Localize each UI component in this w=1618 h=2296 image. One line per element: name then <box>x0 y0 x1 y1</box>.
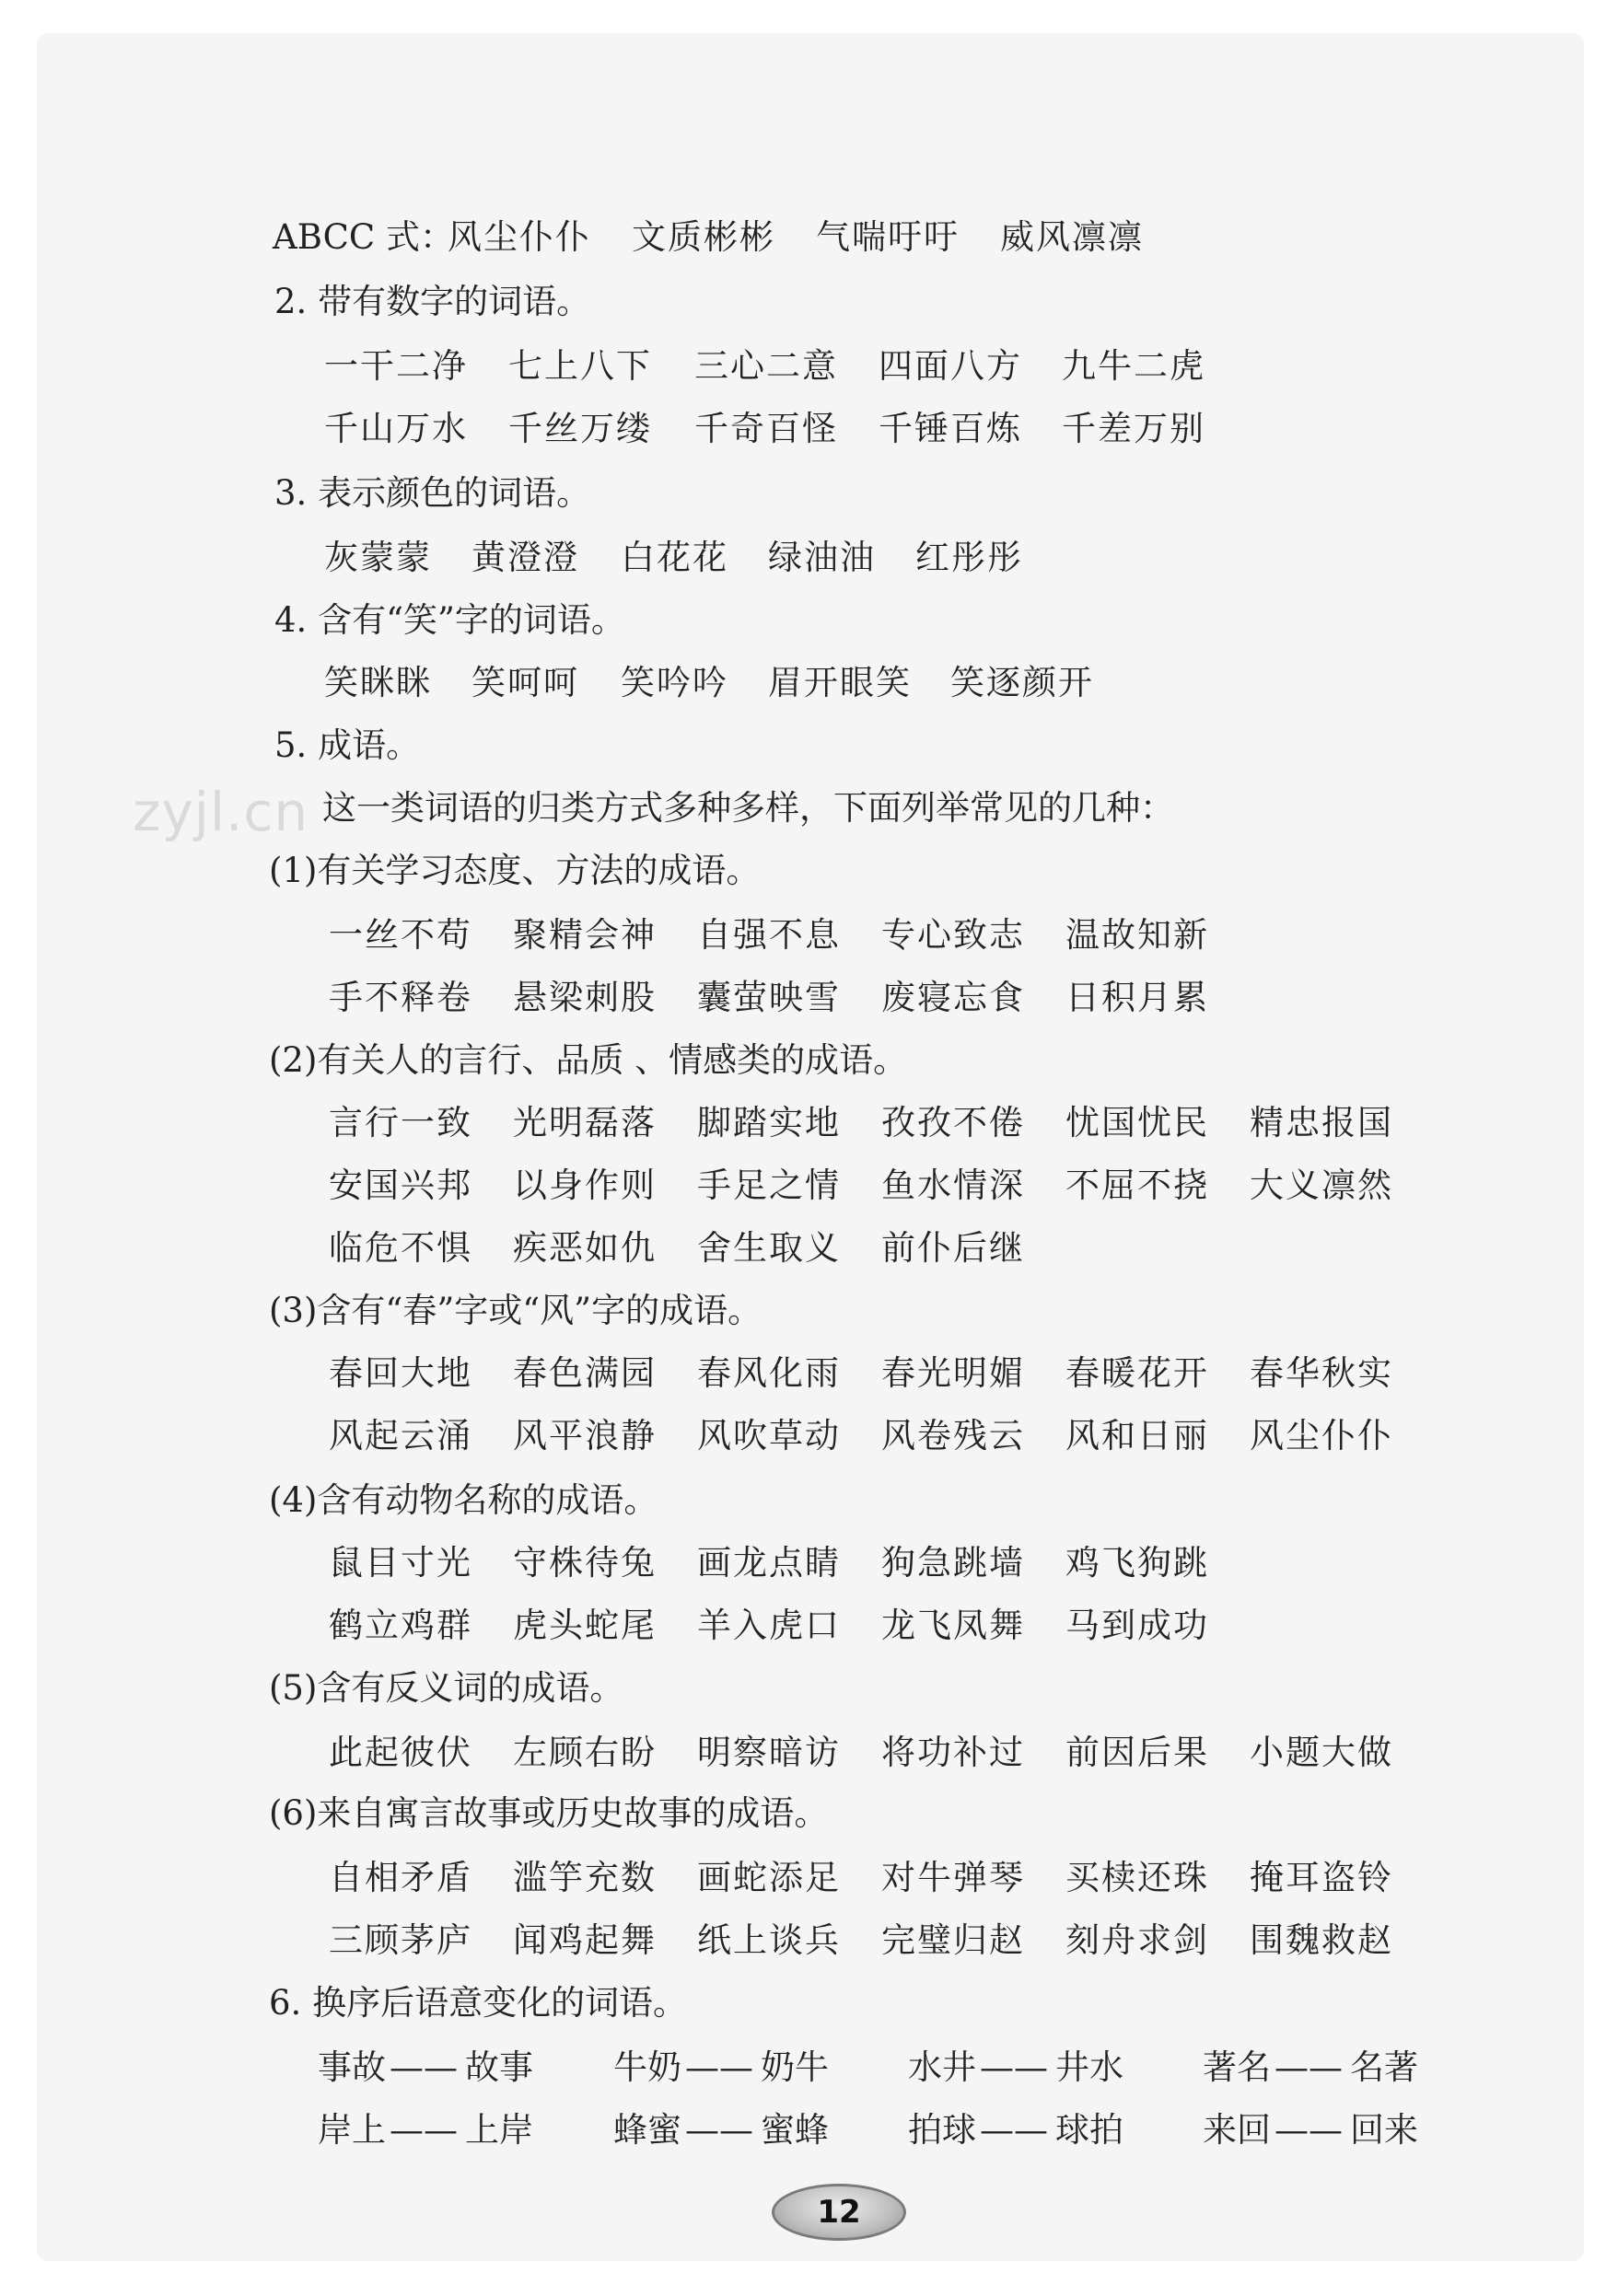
pair-second: 球拍 <box>1055 2110 1123 2150</box>
word: 笑逐颜开 <box>950 663 1094 702</box>
word: 以身作则 <box>513 1165 657 1205</box>
word: 买椟还珠 <box>1065 1858 1209 1897</box>
pair-first: 水井 <box>908 2047 976 2087</box>
word: 红彤彤 <box>915 538 1023 577</box>
pair-second: 回来 <box>1350 2110 1418 2150</box>
watermark: zyjl.cn <box>133 781 309 843</box>
word: 不屈不挠 <box>1065 1165 1209 1205</box>
word: 笑呵呵 <box>471 663 579 702</box>
pair-first: 岸上 <box>318 2110 386 2150</box>
word: 风起云涌 <box>329 1416 472 1455</box>
word: 春风化雨 <box>697 1353 841 1393</box>
word: 白花花 <box>621 538 728 577</box>
pair-dash: —— <box>1275 2047 1343 2087</box>
subsection-heading: (4)含有动物名称的成语。 <box>269 1480 658 1520</box>
word: 眉开眼笑 <box>768 663 912 702</box>
word: 自相矛盾 <box>329 1858 472 1897</box>
word: 画龙点睛 <box>697 1543 841 1583</box>
word: 明察暗访 <box>697 1733 841 1772</box>
word: 一丝不苟 <box>329 915 472 955</box>
pair-first: 著名 <box>1203 2047 1271 2087</box>
word: 威风凛凛 <box>1000 217 1144 257</box>
word: 千锤百炼 <box>879 409 1022 448</box>
word: 囊萤映雪 <box>697 978 841 1017</box>
pair-dash: —— <box>685 2047 753 2087</box>
word: 言行一致 <box>329 1103 472 1142</box>
word: 风和日丽 <box>1065 1416 1209 1455</box>
word: 悬梁刺股 <box>513 978 657 1017</box>
word: 春暖花开 <box>1065 1353 1209 1393</box>
subsection-heading: (5)含有反义词的成语。 <box>269 1668 624 1708</box>
word: 春光明媚 <box>881 1353 1025 1393</box>
word: 精忠报国 <box>1250 1103 1393 1142</box>
word: 刻舟求剑 <box>1065 1920 1209 1960</box>
pair-first: 来回 <box>1203 2110 1271 2150</box>
word: 画蛇添足 <box>697 1858 841 1897</box>
word: 黄澄澄 <box>471 538 579 577</box>
subsection-heading: (1)有关学习态度、方法的成语。 <box>269 851 761 890</box>
subsection-heading: (2)有关人的言行、品质 、情感类的成语。 <box>269 1040 908 1080</box>
word: 千奇百怪 <box>694 409 838 448</box>
word: 气喘吁吁 <box>816 217 960 257</box>
word: 羊入虎口 <box>697 1606 841 1645</box>
word: 前仆后继 <box>881 1228 1025 1268</box>
pair-dash: —— <box>390 2047 458 2087</box>
word: 安国兴邦 <box>329 1165 472 1205</box>
section-4-heading: 4. 含有“笑”字的词语。 <box>274 600 625 640</box>
word: 龙飞凤舞 <box>881 1606 1025 1645</box>
pair-dash: —— <box>1275 2110 1343 2150</box>
pair-dash: —— <box>980 2047 1048 2087</box>
pair-second: 名著 <box>1350 2047 1418 2087</box>
word: 春回大地 <box>329 1353 472 1393</box>
pair-first: 拍球 <box>908 2110 976 2150</box>
word: 围魏救赵 <box>1250 1920 1393 1960</box>
word: 聚精会神 <box>513 915 657 955</box>
page-number-badge <box>772 2184 906 2241</box>
word: 鸡飞狗跳 <box>1065 1543 1209 1583</box>
word: 风尘仆仆 <box>1250 1416 1393 1455</box>
word: 千丝万缕 <box>508 409 652 448</box>
word: 将功补过 <box>881 1733 1025 1772</box>
pair-second: 蜜蜂 <box>761 2110 829 2150</box>
page-number: 12 <box>817 2194 861 2231</box>
word: 前因后果 <box>1065 1733 1209 1772</box>
section-3-heading: 3. 表示颜色的词语。 <box>274 473 591 513</box>
word: 三心二意 <box>694 346 838 386</box>
pair-second: 奶牛 <box>761 2047 829 2087</box>
word: 完璧归赵 <box>881 1920 1025 1960</box>
word: 笑眯眯 <box>324 663 432 702</box>
word: 此起彼伏 <box>329 1733 472 1772</box>
abcc-label: ABCC 式： <box>273 217 454 257</box>
word: 春色满园 <box>513 1353 657 1393</box>
word: 脚踏实地 <box>697 1103 841 1142</box>
word: 废寝忘食 <box>881 978 1025 1017</box>
section-6-heading: 6. 换序后语意变化的词语。 <box>269 1983 688 2023</box>
word: 对牛弹琴 <box>881 1858 1025 1897</box>
word: 专心致志 <box>881 915 1025 955</box>
word: 滥竽充数 <box>513 1858 657 1897</box>
word: 风尘仆仆 <box>448 217 591 257</box>
pair-second: 故事 <box>465 2047 533 2087</box>
pair-dash: —— <box>685 2110 753 2150</box>
pair-second: 井水 <box>1055 2047 1123 2087</box>
word: 舍生取义 <box>697 1228 841 1268</box>
word: 温故知新 <box>1065 915 1209 955</box>
word: 春华秋实 <box>1250 1353 1393 1393</box>
word: 小题大做 <box>1250 1733 1393 1772</box>
word: 千差万别 <box>1062 409 1205 448</box>
word: 守株待兔 <box>513 1543 657 1583</box>
word: 鱼水情深 <box>881 1165 1025 1205</box>
word: 光明磊落 <box>513 1103 657 1142</box>
word: 马到成功 <box>1065 1606 1209 1645</box>
word: 三顾茅庐 <box>329 1920 472 1960</box>
word: 七上八下 <box>508 346 652 386</box>
word: 自强不息 <box>697 915 841 955</box>
subsection-heading: (6)来自寓言故事或历史故事的成语。 <box>269 1793 829 1833</box>
word: 左顾右盼 <box>513 1733 657 1772</box>
word: 临危不惧 <box>329 1228 472 1268</box>
word: 手足之情 <box>697 1165 841 1205</box>
pair-first: 牛奶 <box>613 2047 681 2087</box>
word: 日积月累 <box>1065 978 1209 1017</box>
pair-second: 上岸 <box>465 2110 533 2150</box>
pair-first: 蜂蜜 <box>613 2110 681 2150</box>
word: 鼠目寸光 <box>329 1543 472 1583</box>
subsection-heading: (3)含有“春”字或“风”字的成语。 <box>269 1291 762 1330</box>
word: 文质彬彬 <box>632 217 775 257</box>
word: 一干二净 <box>324 346 468 386</box>
pair-first: 事故 <box>318 2047 386 2087</box>
word: 鹤立鸡群 <box>329 1606 472 1645</box>
section-5-intro: 这一类词语的归类方式多种多样，下面列举常见的几种： <box>322 788 1174 828</box>
word: 千山万水 <box>324 409 468 448</box>
word: 风卷残云 <box>881 1416 1025 1455</box>
word: 笑吟吟 <box>621 663 728 702</box>
word: 闻鸡起舞 <box>513 1920 657 1960</box>
word: 虎头蛇尾 <box>513 1606 657 1645</box>
word: 疾恶如仇 <box>513 1228 657 1268</box>
word: 纸上谈兵 <box>697 1920 841 1960</box>
word: 九牛二虎 <box>1062 346 1205 386</box>
word: 掩耳盗铃 <box>1250 1858 1393 1897</box>
section-2-heading: 2. 带有数字的词语。 <box>274 282 591 321</box>
word: 四面八方 <box>879 346 1022 386</box>
word: 孜孜不倦 <box>881 1103 1025 1142</box>
word: 风平浪静 <box>513 1416 657 1455</box>
section-5-heading: 5. 成语。 <box>274 725 421 765</box>
word: 狗急跳墙 <box>881 1543 1025 1583</box>
word: 绿油油 <box>768 538 876 577</box>
word: 风吹草动 <box>697 1416 841 1455</box>
word: 手不释卷 <box>329 978 472 1017</box>
pair-dash: —— <box>390 2110 458 2150</box>
word: 大义凛然 <box>1250 1165 1393 1205</box>
word: 忧国忧民 <box>1065 1103 1209 1142</box>
word: 灰蒙蒙 <box>324 538 432 577</box>
pair-dash: —— <box>980 2110 1048 2150</box>
